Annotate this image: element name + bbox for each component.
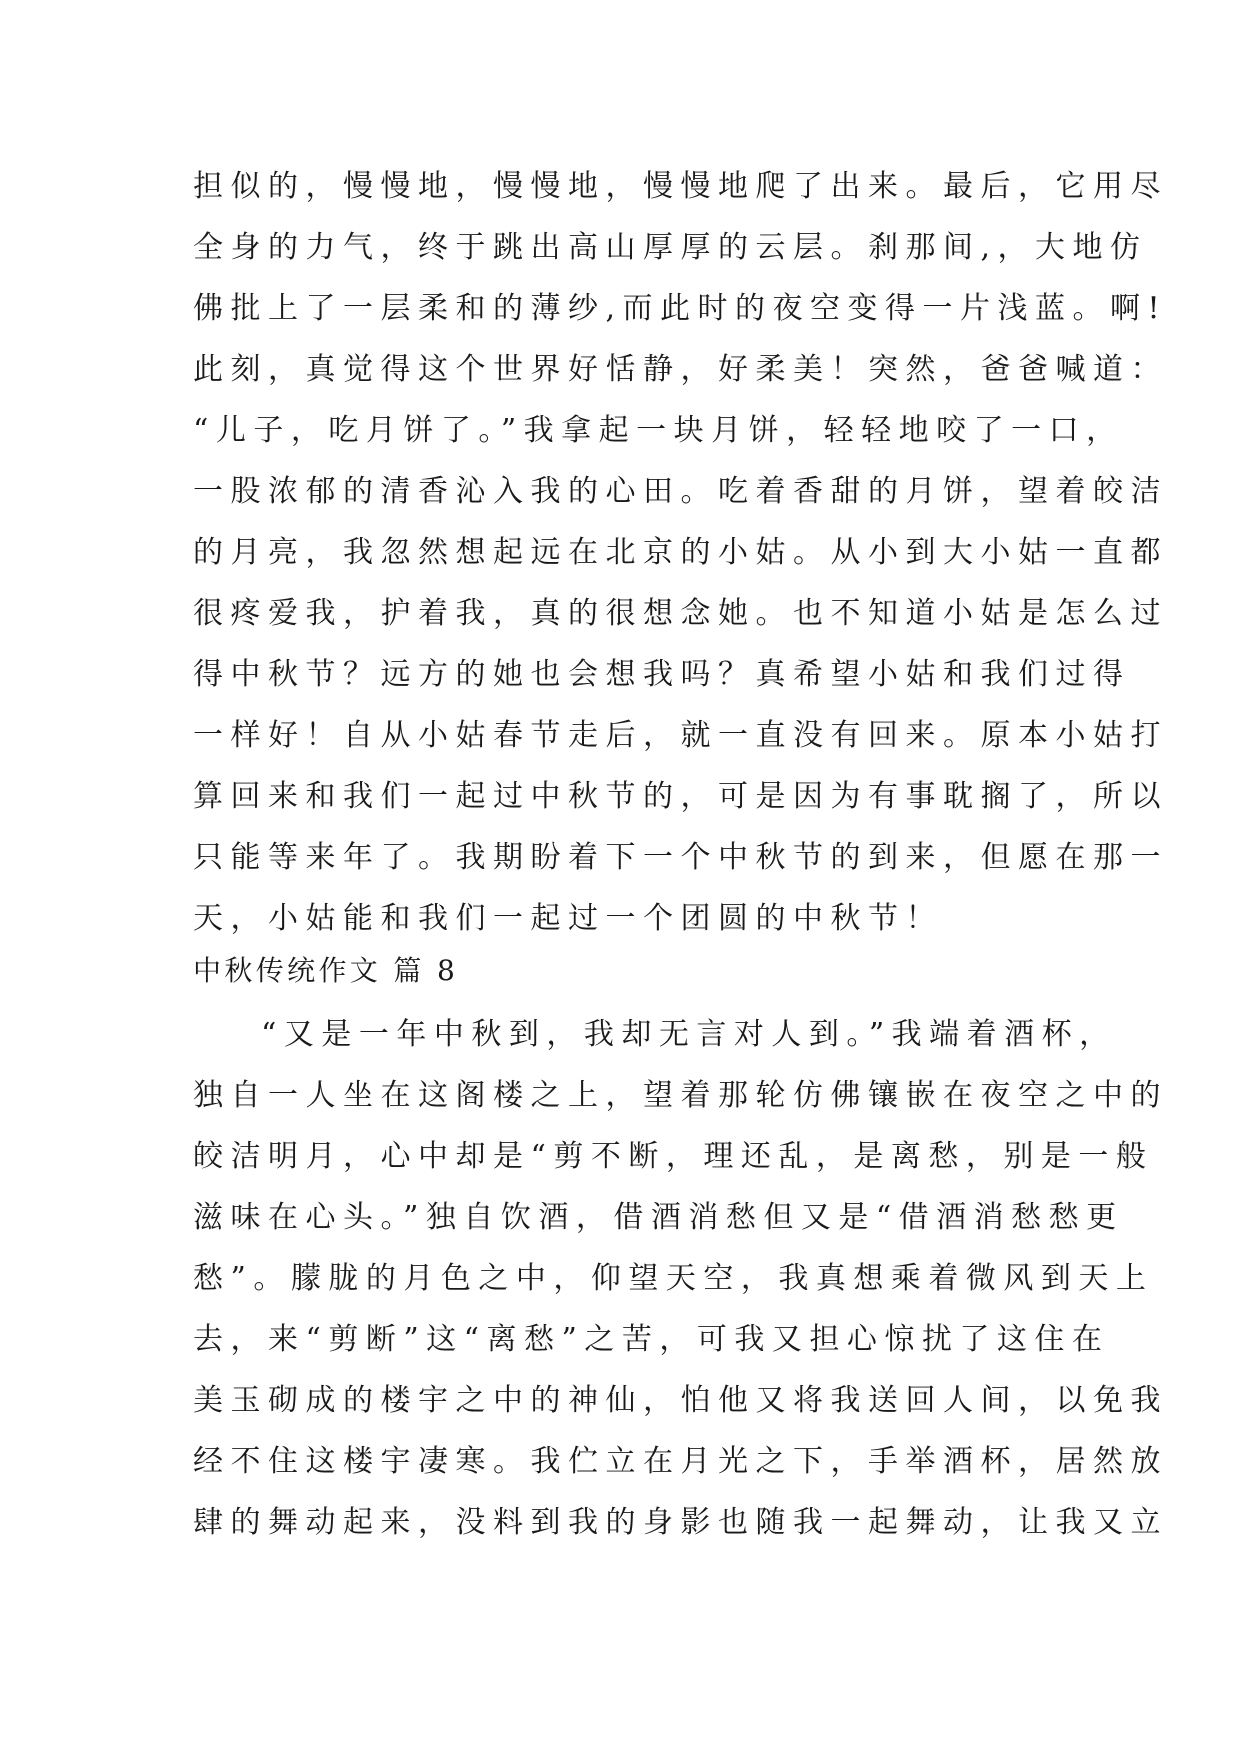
paragraph-line: 算回来和我们一起过中秋节的，可是因为有事耽搁了，所以 <box>193 779 1168 814</box>
paragraph-line: 滋味在心头。”独自饮酒，借酒消愁但又是“借酒消愁愁更 <box>193 1200 1124 1235</box>
paragraph-line: 全身的力气，终于跳出高山厚厚的云层。刹那间,，大地仿 <box>193 230 1148 265</box>
paragraph-line: 担似的，慢慢地，慢慢地，慢慢地爬了出来。最后，它用尽 <box>193 169 1168 204</box>
section-heading: 中秋传统作文 篇 8 <box>193 954 459 987</box>
paragraph-line: 得中秋节？远方的她也会想我吗？真希望小姑和我们过得 <box>193 657 1131 692</box>
paragraph-line: 天，小姑能和我们一起过一个团圆的中秋节！ <box>193 901 943 936</box>
paragraph-line: 的月亮，我忽然想起远在北京的小姑。从小到大小姑一直都 <box>193 535 1168 570</box>
paragraph-line: “又是一年中秋到，我却无言对人到。”我端着酒杯， <box>261 1017 1117 1052</box>
paragraph-line: 一股浓郁的清香沁入我的心田。吃着香甜的月饼，望着皎洁 <box>193 474 1168 509</box>
paragraph-line: 此刻，真觉得这个世界好恬静，好柔美！突然，爸爸喊道： <box>193 352 1168 387</box>
paragraph-line: 美玉砌成的楼宇之中的神仙，怕他又将我送回人间，以免我 <box>193 1383 1168 1418</box>
paragraph-line: 肆的舞动起来，没料到我的身影也随我一起舞动，让我又立 <box>193 1505 1168 1540</box>
paragraph-line: 去，来“剪断”这“离愁”之苦，可我又担心惊扰了这住在 <box>193 1322 1110 1357</box>
paragraph-line: 一样好！自从小姑春节走后，就一直没有回来。原本小姑打 <box>193 718 1168 753</box>
paragraph-line: 只能等来年了。我期盼着下一个中秋节的到来，但愿在那一 <box>193 840 1168 875</box>
paragraph-line: 经不住这楼宇凄寒。我伫立在月光之下，手举酒杯，居然放 <box>193 1444 1168 1479</box>
paragraph-line: 很疼爱我，护着我，真的很想念她。也不知道小姑是怎么过 <box>193 596 1168 631</box>
paragraph-line: 独自一人坐在这阁楼之上，望着那轮仿佛镶嵌在夜空之中的 <box>193 1078 1168 1113</box>
section-paragraph <box>193 1004 1168 1553</box>
paragraph-line: 愁”。朦胧的月色之中，仰望天空，我真想乘着微风到天上 <box>193 1261 1154 1296</box>
continued-paragraph <box>193 156 1168 949</box>
paragraph-line: 佛批上了一层柔和的薄纱,而此时的夜空变得一片浅蓝。啊! <box>193 291 1168 326</box>
paragraph-line: 皎洁明月，心中却是“剪不断，理还乱，是离愁，别是一般 <box>193 1139 1154 1174</box>
paragraph-line: “儿子，吃月饼了。”我拿起一块月饼，轻轻地咬了一口， <box>193 413 1124 448</box>
